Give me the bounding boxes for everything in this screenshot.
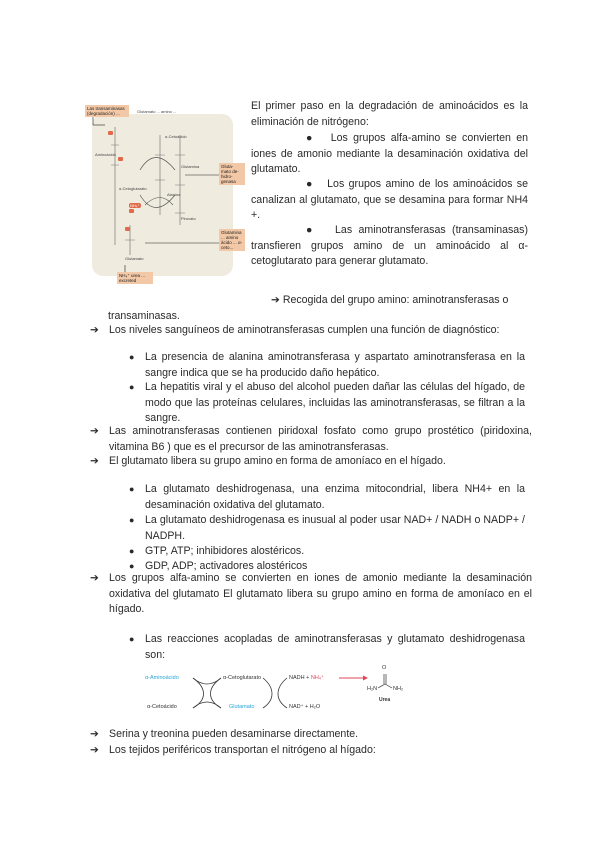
figure-small-label: Piruvato [181,216,196,221]
scheme-nad: NAD⁺ + H₂O [289,704,321,710]
figure-small-label: Alanina [167,192,181,197]
bullet-dot: ● [306,224,336,236]
scheme-ketoglutarate: α-Cetoglutarato [223,675,262,681]
intro-bullet: ● Los grupos amino de los aminoácidos se canalizan al glutamato, que se desamina para formar NH4 +. [251,178,529,221]
pathway-figure [85,105,245,295]
glutamate-bullet: ● GTP, ATP; inhibidores alostéricos. [145,544,525,560]
scheme-glutamate: Glutamato [229,704,255,710]
glutamate-bullet: ● GDP, ADP; activadores alostéricos [145,559,525,575]
urea-oxygen: O [382,665,387,671]
figure-small-label: α-Cetoglutarato [119,186,147,191]
intro-bullet: ● Los grupos alfa-amino se convierten en iones de amonio mediante la desaminación oxidativa del glutamato. [251,132,529,175]
figure-right-label-1: Gluta- mato de- hidro- genasa [219,163,245,185]
arrow-item-deamination: ➔ Los grupos alfa-amino se convierten en iones de amonio mediante la desaminación oxidativa del glutamato El glutamato libera su grupo amino en forma de amoníaco en el hígado. [90,572,532,615]
bullet-dot: ● [129,515,135,525]
bullet-dot: ● [129,484,135,494]
scheme-keto-acid: α-Cetoácido [147,704,177,710]
figure-small-label: α-Cetoácido [165,134,187,139]
glutamate-bullet: ● La glutamato deshidrogenasa, una enzima mitocondrial, libera NH4+ en la desaminación oxidativa del glutamato. [129,483,525,511]
bullet-dot: ● [129,546,135,556]
scheme-nadh: NADH + NH₄⁺ [289,675,324,681]
figure-bottom-label: NH₄⁺ urea ... excreted [117,272,153,284]
arrow-item-collect-amino: ➔ Recogida del grupo amino: aminotransferasas o transaminasas. [108,294,509,322]
bullet-dot: ● [129,352,135,362]
arrow-item-peripheral-tissues: ➔ Los tejidos periféricos transportan el nitrógeno al hígado: [90,743,532,759]
urea-h2n: H₂N [367,686,378,692]
figure-top-label: Las transaminasas (degradación) ... [85,105,129,117]
coupled-reactions-bullet: ● Las reacciones acopladas de aminotransferasas y glutamato deshidrogenasa son: [129,633,525,661]
glutamate-bullet: ● La glutamato deshidrogenasa es inusual al poder usar NAD+ / NADH o NADP+ / NADPH. [129,514,525,542]
figure-small-label: Glutamato [125,256,144,261]
coupled-reaction-scheme [145,665,410,730]
arrow-item-serine-threonine: ➔ Serina y treonina pueden desaminarse directamente. [90,727,532,743]
figure-right-label-2: Glutamina ... amino ácido ... α-ceto... [219,229,245,251]
arrow-marker: ➔ [271,294,283,306]
arrow-marker: ➔ [90,455,99,467]
figure-small-label: Aminoácido [95,152,116,157]
scheme-amino-acid: α-Aminoácido [145,675,179,681]
scheme-nh4: NH₄⁺ [310,675,324,681]
intro-bullet: ● Las aminotransferasas (transaminasas) transfieren grupos amino de un aminoácido al α-cetoglutarato para generar glutamato. [251,224,528,267]
bullet-dot: ● [129,634,135,644]
figure-small-label: Glutamina [181,164,200,169]
arrow-marker: ➔ [90,744,99,756]
arrow-marker: ➔ [90,572,99,584]
arrow-item-pyridoxal: ➔ Las aminotransferasas contienen piridoxal fosfato como grupo prostético (piridoxina, vitamina B6 ) que es el precursor de las aminotransferasas. [90,425,532,453]
arrow-marker: ➔ [90,425,99,437]
bullet-dot: ● [306,132,331,144]
figure-small-label: NH₄⁺ [130,203,140,208]
reaction-arrows [145,670,410,730]
arrow-marker: ➔ [90,728,99,740]
urea-nh2: NH₂ [393,686,404,692]
intro-paragraph: El primer paso en la degradación de aminoácidos es la eliminación de nitrógeno: [251,100,528,128]
figure-mid-label: Glutamato ... amino ... [137,109,177,114]
bullet-dot: ● [129,561,135,571]
arrow-marker: ➔ [90,324,99,336]
diagnostic-bullet: ● La hepatitis viral y el abuso del alcohol pueden dañar las células del hígado, de modo que las proteínas celulares, incluidas las aminotransferasas, se filtran a la sangre. [129,381,525,424]
arrow-item-diagnostic: ➔ Los niveles sanguíneos de aminotransferasas cumplen una función de diagnóstico: [90,323,532,339]
urea-label: Urea [379,697,391,703]
bullet-dot: ● [129,382,135,392]
bullet-dot: ● [306,178,328,190]
diagnostic-bullet: ● La presencia de alanina aminotransferasa y aspartato aminotransferasa en la sangre indica que se ha producido daño hepático. [129,351,525,379]
arrow-item-glutamate-ammonia: ➔ El glutamato libera su grupo amino en forma de amoníaco en el hígado. [90,454,532,470]
